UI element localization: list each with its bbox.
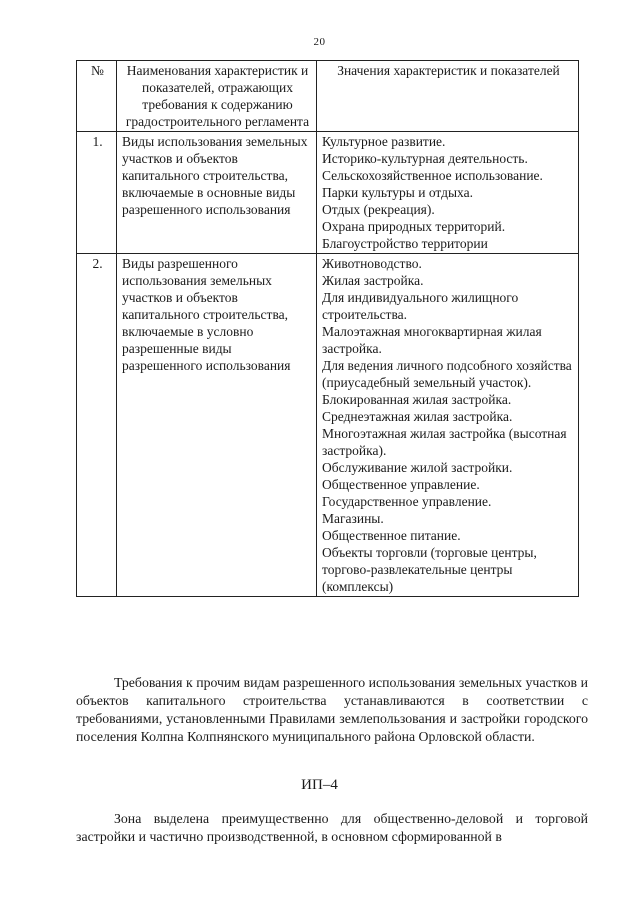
row-values bbox=[317, 132, 579, 254]
row-name: Виды разрешенного использования земельных участков и объектов капитального строительства, включаемые в условно разрешенные виды разрешенного использования bbox=[117, 254, 317, 597]
value-item: Охрана природных территорий. bbox=[322, 219, 506, 234]
header-name: Наименования характеристик и показателей, отражающих требования к содержанию градостроительного регламента bbox=[117, 61, 317, 132]
value-item: Культурное развитие. bbox=[322, 134, 446, 149]
value-item: Животноводство. bbox=[322, 256, 422, 271]
row-values bbox=[317, 254, 579, 597]
value-item: Многоэтажная жилая застройка (высотная застройка). bbox=[322, 426, 567, 458]
section-heading: ИП–4 bbox=[301, 777, 338, 793]
value-item: Среднеэтажная жилая застройка. bbox=[322, 409, 513, 424]
regulation-table bbox=[76, 60, 579, 597]
row-name: Виды использования земельных участков и объектов капитального строительства, включаемые в основные виды разрешенного использования bbox=[117, 132, 317, 254]
value-item: Государственное управление. bbox=[322, 494, 492, 509]
value-item: Общественное питание. bbox=[322, 528, 461, 543]
row-number: 1. bbox=[77, 132, 117, 254]
header-value: Значения характеристик и показателей bbox=[317, 61, 579, 132]
table-row bbox=[77, 254, 579, 597]
value-item: Малоэтажная многоквартирная жилая застройка. bbox=[322, 324, 542, 356]
page-number: 20 bbox=[313, 36, 326, 48]
value-item: Обслуживание жилой застройки. bbox=[322, 460, 513, 475]
table-header-row bbox=[77, 61, 579, 132]
value-item: Отдых (рекреация). bbox=[322, 202, 435, 217]
value-item: Блокированная жилая застройка. bbox=[322, 392, 512, 407]
value-item: Жилая застройка. bbox=[322, 273, 424, 288]
value-item: Магазины. bbox=[322, 511, 384, 526]
value-item: Сельскохозяйственное использование. bbox=[322, 168, 543, 183]
row-number: 2. bbox=[77, 254, 117, 597]
value-item: Для индивидуального жилищного строительства. bbox=[322, 290, 519, 322]
header-number: № bbox=[77, 61, 117, 132]
value-item: Историко-культурная деятельность. bbox=[322, 151, 528, 166]
table-row bbox=[77, 132, 579, 254]
body-paragraph: Зона выделена преимущественно для общественно-деловой и торговой застройки и частично производственной, в основном сформированной в bbox=[76, 811, 588, 844]
value-item: Общественное управление. bbox=[322, 477, 480, 492]
value-item: Парки культуры и отдыха. bbox=[322, 185, 473, 200]
body-paragraph: Требования к прочим видам разрешенного использования земельных участков и объектов капитального строительства устанавливаются в соответствии с требованиями, установленными Правилами землепользования и застройки городского поселения Колпна Колпнянского муниципального района Орловской области. bbox=[76, 675, 588, 744]
value-item: Благоустройство территории bbox=[322, 236, 488, 251]
value-item: Объекты торговли (торговые центры, торгово-развлекательные центры (комплексы) bbox=[322, 545, 537, 594]
value-item: Для ведения личного подсобного хозяйства (приусадебный земельный участок). bbox=[322, 358, 572, 390]
